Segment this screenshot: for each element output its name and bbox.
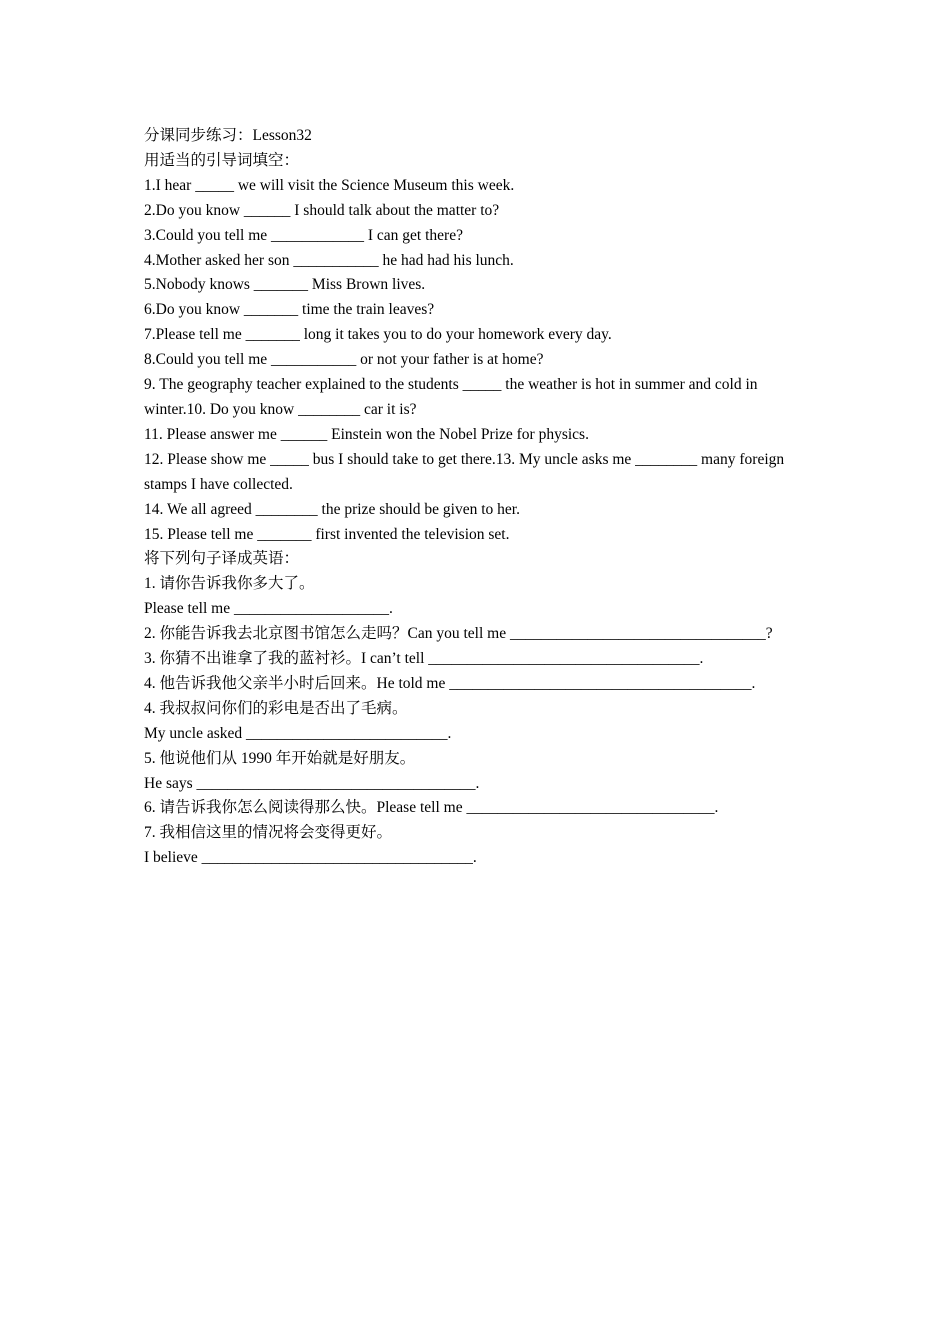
translation-line: 4. 他告诉我他父亲半小时后回来。He told me _______________________________________. <box>144 674 756 692</box>
exercise-line: 3.Could you tell me ____________ I can get there? <box>144 226 463 244</box>
exercise-line: 12. Please show me _____ bus I should take to get there.13. My uncle asks me ________ many foreign stamps I have collected. <box>144 450 788 493</box>
exercise-line: 5.Nobody knows _______ Miss Brown lives. <box>144 276 426 294</box>
exercise-line: 6.Do you know _______ time the train leaves? <box>144 301 435 319</box>
translation-line: 1. 请你告诉我你多大了。 <box>144 575 315 593</box>
translation-line: Please tell me ____________________. <box>144 600 393 618</box>
section-2-heading: 将下列句子译成英语： <box>144 550 300 568</box>
translation-line: He says ____________________________________. <box>144 774 480 792</box>
exercise-line: 14. We all agreed ________ the prize should be given to her. <box>144 500 520 518</box>
exercise-line: 15. Please tell me _______ first invented the television set. <box>144 525 510 543</box>
translation-line: 2. 你能告诉我去北京图书馆怎么走吗？Can you tell me _________________________________? <box>144 625 773 643</box>
exercise-line: 9. The geography teacher explained to the students _____ the weather is hot in summer and cold in winter.10. Do you know ________ car it is? <box>144 376 762 418</box>
exercise-line: 8.Could you tell me ___________ or not your father is at home? <box>144 351 544 369</box>
exercise-line: 1.I hear _____ we will visit the Science Museum this week. <box>144 176 515 194</box>
translation-line: 4. 我叔叔问你们的彩电是否出了毛病。 <box>144 699 408 717</box>
translation-line: I believe ___________________________________. <box>144 849 477 867</box>
document-page <box>144 124 809 871</box>
exercise-line: 7.Please tell me _______ long it takes you to do your homework every day. <box>144 326 612 344</box>
document-title: 分课同步练习：Lesson32 <box>144 127 312 144</box>
translation-line: 7. 我相信这里的情况将会变得更好。 <box>144 824 393 842</box>
translation-line: 6. 请告诉我你怎么阅读得那么快。Please tell me ________________________________. <box>144 799 719 817</box>
translation-line: My uncle asked __________________________. <box>144 724 452 742</box>
section-1-heading: 用适当的引导词填空： <box>144 151 300 169</box>
translation-line: 5. 他说他们从 1990 年开始就是好朋友。 <box>144 749 416 767</box>
exercise-line: 4.Mother asked her son ___________ he had had his lunch. <box>144 251 514 269</box>
translation-line: 3. 你猜不出谁拿了我的蓝衬衫。I can’t tell ___________________________________. <box>144 650 704 668</box>
exercise-line: 11. Please answer me ______ Einstein won the Nobel Prize for physics. <box>144 425 589 443</box>
exercise-line: 2.Do you know ______ I should talk about the matter to? <box>144 201 500 219</box>
